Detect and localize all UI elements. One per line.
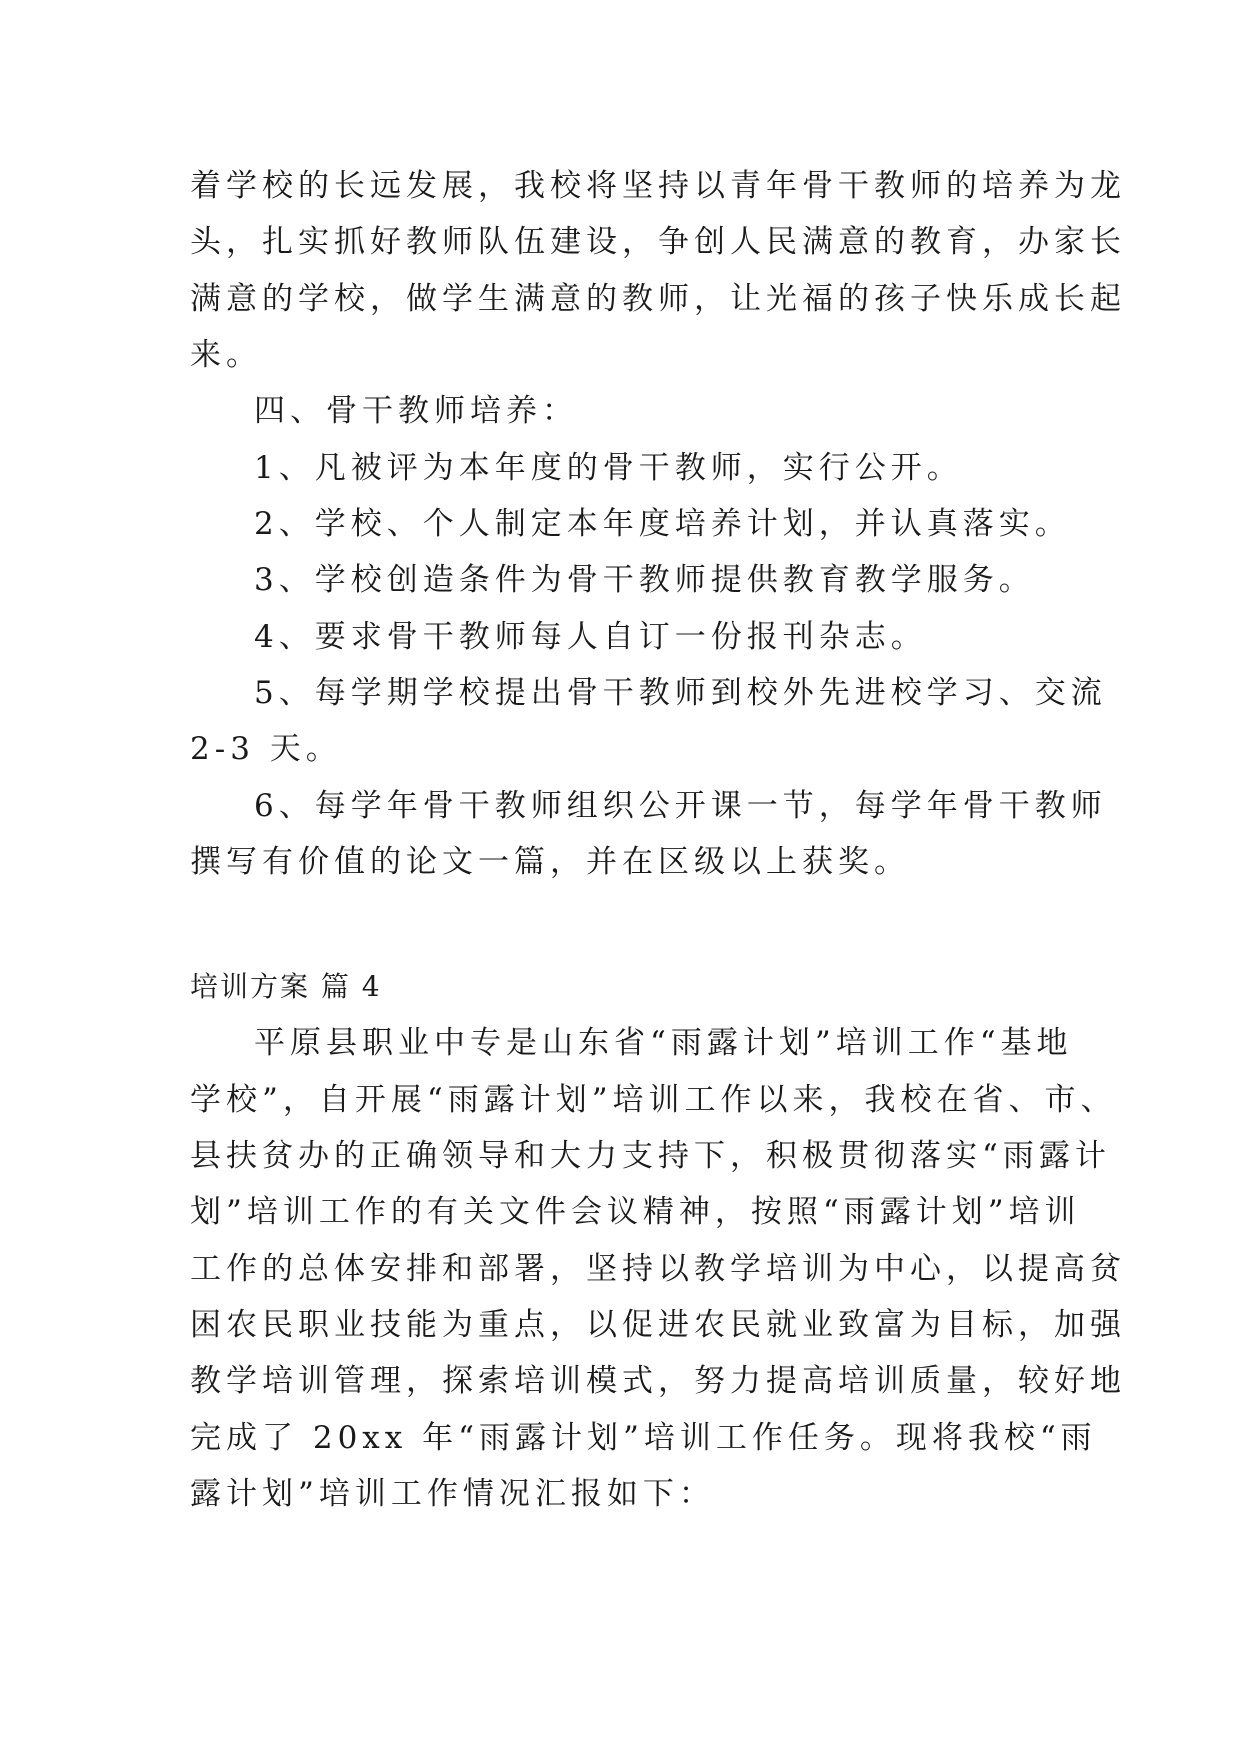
list-item-continuation: 撰写有价值的论文一篇，并在区级以上获奖。	[190, 844, 910, 880]
paragraph-line: 县扶贫办的正确领导和大力支持下，积极贯彻落实“雨露计	[190, 1138, 1111, 1174]
paragraph-line: 平原县职业中专是山东省“雨露计划”培训工作“基地	[254, 1025, 1073, 1061]
paragraph-line: 学校”，自开展“雨露计划”培训工作以来，我校在省、市、	[190, 1082, 1117, 1118]
paragraph-line: 教学培训管理，探索培训模式，努力提高培训质量，较好地	[190, 1363, 1126, 1399]
section-title: 四、骨干教师培养：	[254, 393, 578, 429]
paragraph-line: 划”培训工作的有关文件会议精神，按照“雨露计划”培训	[190, 1194, 1081, 1230]
paragraph-line: 着学校的长远发展，我校将坚持以青年骨干教师的培养为龙	[190, 168, 1126, 204]
list-item: 1、凡被评为本年度的骨干教师，实行公开。	[254, 450, 963, 486]
list-item: 6、每学年骨干教师组织公开课一节，每学年骨干教师	[254, 788, 1107, 824]
paragraph-line: 头，扎实抓好教师队伍建设，争创人民满意的教育，办家长	[190, 224, 1126, 260]
list-item-continuation: 2-3 天。	[190, 731, 342, 767]
list-item: 4、要求骨干教师每人自订一份报刊杂志。	[254, 619, 927, 655]
article-heading: 培训方案 篇 4	[190, 970, 382, 1003]
list-item: 2、学校、个人制定本年度培养计划，并认真落实。	[254, 506, 1071, 542]
paragraph-line: 困农民职业技能为重点，以促进农民就业致富为目标，加强	[190, 1307, 1126, 1343]
list-item: 3、学校创造条件为骨干教师提供教育教学服务。	[254, 562, 1035, 598]
list-item: 5、每学期学校提出骨干教师到校外先进校学习、交流	[254, 675, 1107, 711]
paragraph-line: 工作的总体安排和部署，坚持以教学培训为中心，以提高贫	[190, 1251, 1126, 1287]
paragraph-line: 满意的学校，做学生满意的教师，让光福的孩子快乐成长起	[190, 281, 1126, 317]
paragraph-line: 来。	[190, 337, 262, 373]
paragraph-line: 完成了 20xx 年“雨露计划”培训工作任务。现将我校“雨	[190, 1420, 1097, 1456]
paragraph-line: 露计划”培训工作情况汇报如下：	[190, 1476, 715, 1512]
